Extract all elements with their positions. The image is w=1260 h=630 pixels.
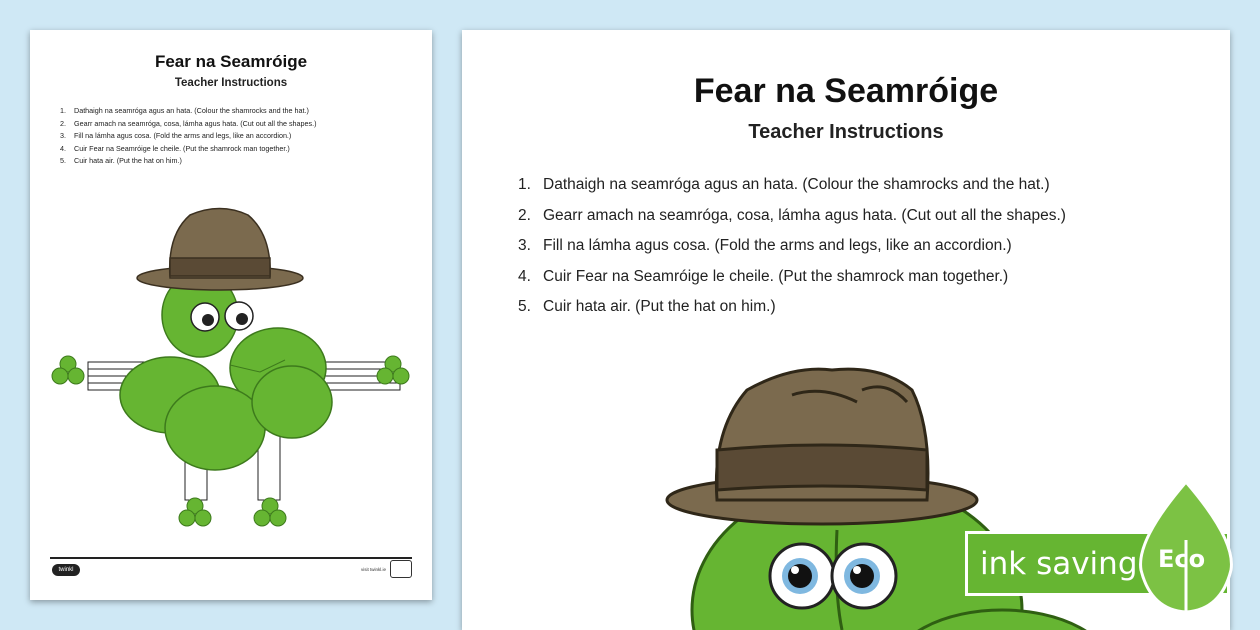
thumb-title: Fear na Seamróige [154, 52, 308, 71]
page-title: Fear na Seamróige [693, 72, 999, 110]
page-subtitle: Teacher Instructions [748, 121, 944, 143]
thumb-subtitle: Teacher Instructions [174, 77, 288, 89]
list-item: 4. Cuir Fear na Seamróige le cheile. (Put the shamrock man together.) [60, 143, 290, 153]
footer-url: visit twinkl.ie [360, 567, 386, 572]
shamrock-man-illustration [30, 30, 432, 600]
eco-label: Eco [1158, 545, 1206, 573]
list-item: 5. Cuir hata air. (Put the hat on him.) [60, 156, 182, 165]
list-item: 1. Dathaigh na seamróga agus an hata. (Colour the shamrocks and the hat.) [60, 106, 309, 115]
list-item: 5. Cuir hata air. (Put the hat on him.) [518, 298, 776, 315]
footer-badge-icon [390, 560, 412, 578]
ink-saving-label: ink saving [980, 546, 1138, 582]
twinkl-logo-icon: twinkl [52, 564, 80, 576]
list-item: 2. Gearr amach na seamróga, cosa, lámha agus hata. (Cut out all the shapes.) [60, 118, 317, 128]
footer-divider [50, 557, 412, 559]
list-item: 4. Cuir Fear na Seamróige le cheile. (Put the shamrock man together.) [518, 267, 1009, 285]
list-item: 3. Fill na lámha agus cosa. (Fold the arms and legs, like an accordion.) [518, 237, 1012, 254]
list-item: 2. Gearr amach na seamróga, cosa, lámha agus hata. (Cut out all the shapes.) [518, 206, 1066, 224]
list-item: 3. Fill na lámha agus cosa. (Fold the arms and legs, like an accordion.) [60, 131, 292, 140]
worksheet-thumbnail[interactable] [30, 30, 432, 600]
list-item: 1. Dathaigh na seamróga agus an hata. (Colour the shamrocks and the hat.) [518, 176, 1050, 193]
